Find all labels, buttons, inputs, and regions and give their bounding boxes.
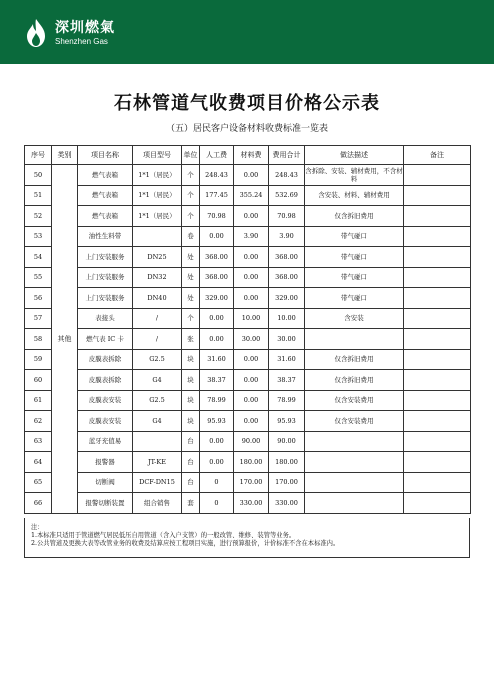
cell-desc [305, 431, 404, 452]
cell-labor: 0.00 [200, 308, 234, 329]
notes-box [24, 518, 470, 558]
cell-no: 56 [25, 288, 52, 309]
cell-unit: 处 [182, 247, 200, 268]
cell-total: 368.00 [269, 267, 305, 288]
cell-unit: 块 [182, 411, 200, 432]
col-header-no: 序号 [25, 146, 52, 165]
cell-name: 切断阀 [78, 472, 133, 493]
cell-model: G2.5 [133, 349, 182, 370]
col-header-name: 项目名称 [78, 146, 133, 165]
cell-remark [404, 329, 471, 350]
cell-desc [305, 472, 404, 493]
cell-no: 58 [25, 329, 52, 350]
brand-name-en: Shenzhen Gas [55, 36, 108, 46]
cell-name: 皮膜表拆除 [78, 349, 133, 370]
cell-unit: 套 [182, 493, 200, 514]
price-table [24, 145, 471, 514]
cell-name: 上门安装服务 [78, 267, 133, 288]
table-row [25, 308, 471, 329]
cell-remark [404, 493, 471, 514]
cell-material: 90.00 [234, 431, 269, 452]
cell-desc: 含拆除、安装、辅材费用，不含材料 [305, 165, 404, 186]
cell-material: 0.00 [234, 247, 269, 268]
cell-model: DN32 [133, 267, 182, 288]
cell-desc: 含安装 [305, 308, 404, 329]
cell-no: 52 [25, 206, 52, 227]
cell-labor: 368.00 [200, 247, 234, 268]
table-row [25, 165, 471, 186]
cell-remark [404, 165, 471, 186]
cell-remark [404, 288, 471, 309]
cell-labor: 0.00 [200, 329, 234, 350]
note-line-2: 2.公共管道及更换大表等改管业务的收费及结算应按工程项目实施，进行预算报价，计价标准不含在本标准内。 [31, 540, 340, 547]
note-line-1: 1.本标准只适用于管道燃气居民低压自用管道（含入户支管）的一般改管、维修、装管等业务。 [31, 532, 296, 539]
cell-desc: 仅含安装费用 [305, 411, 404, 432]
cell-total: 330.00 [269, 493, 305, 514]
cell-name: 报警切断装置 [78, 493, 133, 514]
company-logo [24, 18, 115, 48]
cell-name: 燃气表箱 [78, 206, 133, 227]
cell-labor: 70.98 [200, 206, 234, 227]
cell-total: 70.98 [269, 206, 305, 227]
cell-unit: 个 [182, 206, 200, 227]
cell-no: 63 [25, 431, 52, 452]
table-row [25, 267, 471, 288]
cell-material: 0.00 [234, 411, 269, 432]
cell-material: 30.00 [234, 329, 269, 350]
cell-total: 30.00 [269, 329, 305, 350]
cell-model: DCF-DN15 [133, 472, 182, 493]
cell-total: 10.00 [269, 308, 305, 329]
table-row [25, 288, 471, 309]
page-subtitle: （五）居民客户设备材料收费标准一览表 [165, 124, 328, 134]
cell-desc: 仅含拆旧费用 [305, 206, 404, 227]
cell-name: 燃气表 IC 卡 [78, 329, 133, 350]
table-row [25, 206, 471, 227]
cell-remark [404, 308, 471, 329]
table-row [25, 185, 471, 206]
cell-unit: 卷 [182, 226, 200, 247]
cell-remark [404, 206, 471, 227]
cell-material: 10.00 [234, 308, 269, 329]
table-row [25, 226, 471, 247]
col-header-labor: 人工费 [200, 146, 234, 165]
cell-unit: 个 [182, 308, 200, 329]
cell-unit: 个 [182, 165, 200, 186]
cell-model: 1*1（居民） [133, 165, 182, 186]
cell-desc: 带气碰口 [305, 247, 404, 268]
cell-material: 355.24 [234, 185, 269, 206]
table-row [25, 349, 471, 370]
cell-total: 78.99 [269, 390, 305, 411]
cell-total: 368.00 [269, 247, 305, 268]
cell-unit: 处 [182, 288, 200, 309]
cell-unit: 台 [182, 431, 200, 452]
table-row [25, 390, 471, 411]
cell-total: 38.37 [269, 370, 305, 391]
cell-model [133, 431, 182, 452]
cell-desc [305, 452, 404, 473]
cell-no: 60 [25, 370, 52, 391]
cell-no: 50 [25, 165, 52, 186]
cell-desc: 带气碰口 [305, 288, 404, 309]
cell-total: 90.00 [269, 431, 305, 452]
cell-labor: 95.93 [200, 411, 234, 432]
cell-unit: 台 [182, 452, 200, 473]
table-body [25, 165, 471, 514]
cell-model: 组合销售 [133, 493, 182, 514]
cell-labor: 0 [200, 493, 234, 514]
cell-model: DN25 [133, 247, 182, 268]
cell-labor: 329.00 [200, 288, 234, 309]
table-row [25, 431, 471, 452]
col-header-category: 类别 [52, 146, 78, 165]
cell-remark [404, 185, 471, 206]
cell-name: 皮膜表安装 [78, 390, 133, 411]
table-row [25, 370, 471, 391]
cell-desc: 含安装、材料、辅材费用 [305, 185, 404, 206]
cell-unit: 个 [182, 185, 200, 206]
cell-remark [404, 370, 471, 391]
cell-unit: 台 [182, 472, 200, 493]
cell-name: 蓝牙充值易 [78, 431, 133, 452]
cell-labor: 368.00 [200, 267, 234, 288]
cell-model: / [133, 308, 182, 329]
cell-material: 180.00 [234, 452, 269, 473]
cell-material: 170.00 [234, 472, 269, 493]
cell-material: 3.90 [234, 226, 269, 247]
table-row [25, 411, 471, 432]
cell-total: 532.69 [269, 185, 305, 206]
cell-no: 66 [25, 493, 52, 514]
table-row [25, 472, 471, 493]
cell-name: 燃气表箱 [78, 165, 133, 186]
cell-unit: 处 [182, 267, 200, 288]
cell-model: / [133, 329, 182, 350]
cell-model: G4 [133, 411, 182, 432]
col-header-material: 材料费 [234, 146, 269, 165]
cell-labor: 0.00 [200, 431, 234, 452]
cell-name: 油性生料带 [78, 226, 133, 247]
cell-no: 54 [25, 247, 52, 268]
cell-material: 0.00 [234, 267, 269, 288]
cell-total: 31.60 [269, 349, 305, 370]
cell-model [133, 226, 182, 247]
cell-labor: 0.00 [200, 226, 234, 247]
brand-header [0, 0, 494, 64]
cell-no: 51 [25, 185, 52, 206]
cell-no: 61 [25, 390, 52, 411]
table-row [25, 329, 471, 350]
table-row [25, 247, 471, 268]
cell-model: G4 [133, 370, 182, 391]
cell-total: 95.93 [269, 411, 305, 432]
col-header-desc: 做法描述 [305, 146, 404, 165]
cell-labor: 0 [200, 472, 234, 493]
brand-name-cn: 深圳燃氣 [55, 19, 115, 36]
cell-unit: 块 [182, 349, 200, 370]
cell-model: 1*1（居民） [133, 185, 182, 206]
cell-desc: 仅含拆旧费用 [305, 370, 404, 391]
cell-no: 62 [25, 411, 52, 432]
cell-remark [404, 226, 471, 247]
cell-category: 其他 [52, 165, 78, 514]
cell-desc: 仅含拆旧费用 [305, 349, 404, 370]
cell-no: 55 [25, 267, 52, 288]
cell-remark [404, 411, 471, 432]
col-header-remark: 备注 [404, 146, 471, 165]
cell-total: 3.90 [269, 226, 305, 247]
cell-material: 0.00 [234, 288, 269, 309]
cell-material: 0.00 [234, 206, 269, 227]
cell-unit: 块 [182, 370, 200, 391]
cell-material: 0.00 [234, 349, 269, 370]
cell-remark [404, 452, 471, 473]
cell-remark [404, 431, 471, 452]
cell-name: 表接头 [78, 308, 133, 329]
cell-material: 0.00 [234, 165, 269, 186]
cell-unit: 张 [182, 329, 200, 350]
cell-labor: 78.99 [200, 390, 234, 411]
cell-labor: 0.00 [200, 452, 234, 473]
cell-no: 59 [25, 349, 52, 370]
cell-material: 330.00 [234, 493, 269, 514]
cell-name: 皮膜表安装 [78, 411, 133, 432]
cell-remark [404, 349, 471, 370]
cell-name: 上门安装服务 [78, 247, 133, 268]
cell-remark [404, 247, 471, 268]
cell-desc: 仅含安装费用 [305, 390, 404, 411]
page-title: 石林管道气收费项目价格公示表 [114, 93, 380, 114]
cell-name: 报警器 [78, 452, 133, 473]
cell-desc: 带气碰口 [305, 267, 404, 288]
cell-material: 0.00 [234, 390, 269, 411]
cell-name: 皮膜表拆除 [78, 370, 133, 391]
flame-icon [24, 18, 48, 48]
col-header-model: 项目型号 [133, 146, 182, 165]
cell-material: 0.00 [234, 370, 269, 391]
cell-model: 1*1（居民） [133, 206, 182, 227]
cell-remark [404, 267, 471, 288]
cell-desc [305, 493, 404, 514]
notes-label: 注： [31, 524, 44, 531]
cell-model: G2.5 [133, 390, 182, 411]
cell-total: 248.43 [269, 165, 305, 186]
cell-total: 170.00 [269, 472, 305, 493]
col-header-total: 费用合计 [269, 146, 305, 165]
cell-labor: 38.37 [200, 370, 234, 391]
cell-name: 上门安装服务 [78, 288, 133, 309]
cell-no: 53 [25, 226, 52, 247]
cell-total: 180.00 [269, 452, 305, 473]
cell-remark [404, 390, 471, 411]
table-row [25, 452, 471, 473]
cell-name: 燃气表箱 [78, 185, 133, 206]
cell-total: 329.00 [269, 288, 305, 309]
cell-desc: 带气碰口 [305, 226, 404, 247]
col-header-unit: 单位 [182, 146, 200, 165]
table-header-row [25, 146, 471, 165]
cell-model: DN40 [133, 288, 182, 309]
table-row [25, 493, 471, 514]
cell-labor: 248.43 [200, 165, 234, 186]
cell-no: 65 [25, 472, 52, 493]
cell-labor: 177.45 [200, 185, 234, 206]
cell-remark [404, 472, 471, 493]
cell-no: 64 [25, 452, 52, 473]
cell-desc [305, 329, 404, 350]
cell-no: 57 [25, 308, 52, 329]
cell-labor: 31.60 [200, 349, 234, 370]
cell-unit: 块 [182, 390, 200, 411]
cell-model: JT-KE [133, 452, 182, 473]
